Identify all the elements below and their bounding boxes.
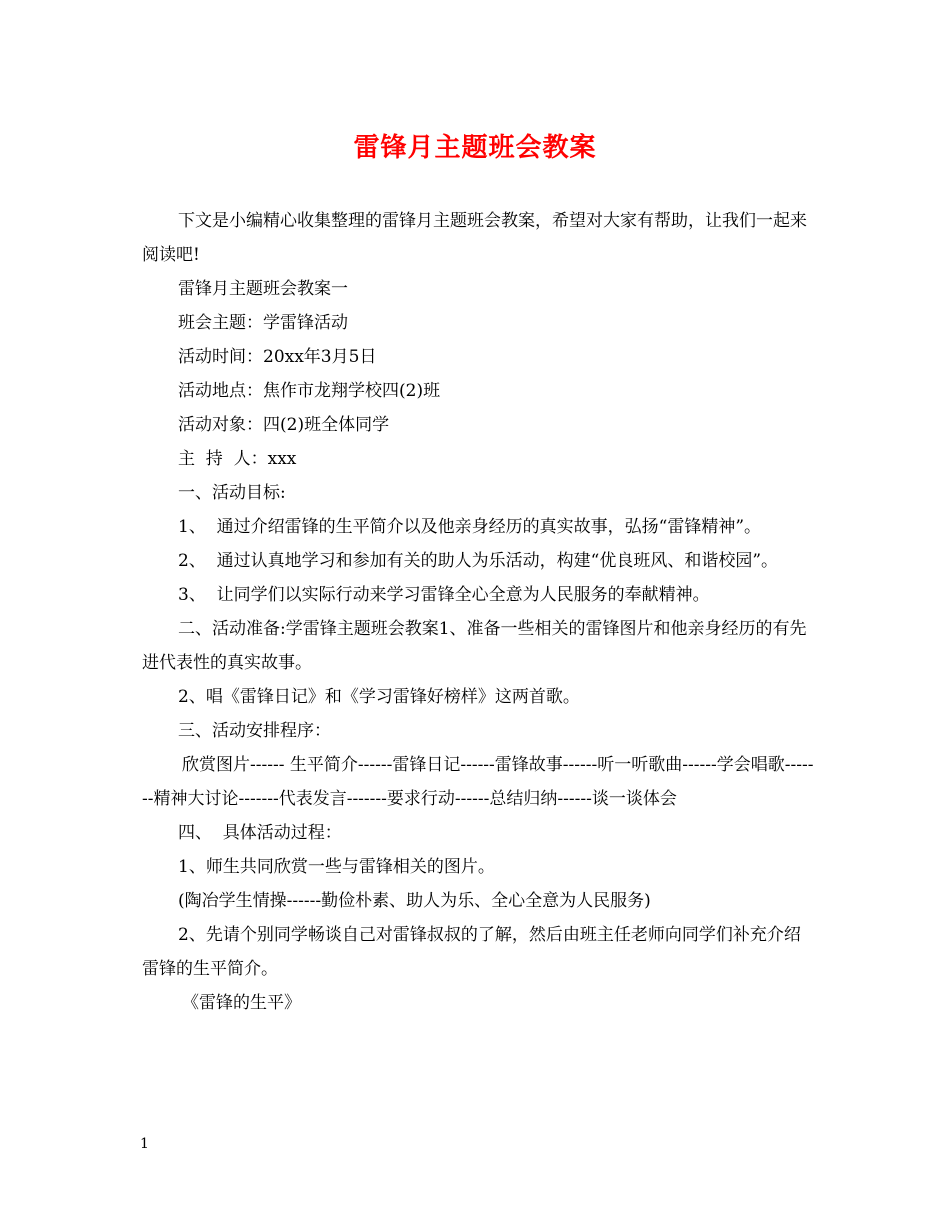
process-heading: 四、 具体活动过程：	[178, 823, 342, 843]
intro-paragraph: 下文是小编精心收集整理的雷锋月主题班会教案，希望对大家有帮助，让我们一起来阅读吧!	[142, 211, 807, 265]
preparation-item-2: 2、唱《雷锋日记》和《学习雷锋好榜样》这两首歌。	[178, 687, 580, 707]
goal-item-1: 1、 通过介绍雷锋的生平简介以及他亲身经历的真实故事，弘扬“雷锋精神”。	[178, 517, 762, 537]
host-line: 主 持 人：xxx	[178, 449, 297, 469]
document-title: 雷锋月主题班会教案	[353, 133, 597, 163]
activity-location: 活动地点：焦作市龙翔学校四(2)班	[178, 381, 441, 401]
section-heading-plan-one: 雷锋月主题班会教案一	[178, 279, 348, 299]
procedure-heading: 三、活动安排程序：	[178, 721, 331, 741]
activity-audience: 活动对象：四(2)班全体同学	[178, 415, 390, 435]
process-step-1-note: (陶冶学生情操------勤俭朴素、助人为乐、全心全意为人民服务)	[178, 891, 651, 911]
meeting-theme: 班会主题：学雷锋活动	[178, 313, 348, 333]
goal-item-2: 2、 通过认真地学习和参加有关的助人为乐活动，构建“优良班风、和谐校园”。	[178, 551, 779, 571]
goal-item-3: 3、 让同学们以实际行动来学习雷锋全心全意为人民服务的奉献精神。	[178, 585, 710, 605]
preparation-paragraph: 二、活动准备:学雷锋主题班会教案1、准备一些相关的雷锋图片和他亲身经历的有先进代表性的真实故事。	[142, 619, 807, 673]
goals-heading: 一、活动目标:	[178, 483, 286, 503]
page-number: 1	[140, 1136, 149, 1152]
activity-time: 活动时间：20xx年3月5日	[178, 347, 377, 367]
process-step-1: 1、师生共同欣赏一些与雷锋相关的图片。	[178, 857, 495, 877]
procedure-flow: 欣赏图片------ 生平简介------雷锋日记------雷锋故事------听一听歌曲------学会唱歌-------精神大讨论-------代表发言-------要求行动------总结归纳------谈一谈体会	[142, 755, 814, 809]
process-step-2: 2、先请个别同学畅谈自己对雷锋叔叔的了解，然后由班主任老师向同学们补充介绍雷锋的生平简介。	[142, 925, 801, 979]
document-body	[142, 204, 814, 1020]
life-of-lei-feng-title: 《雷锋的生平》	[182, 993, 301, 1013]
